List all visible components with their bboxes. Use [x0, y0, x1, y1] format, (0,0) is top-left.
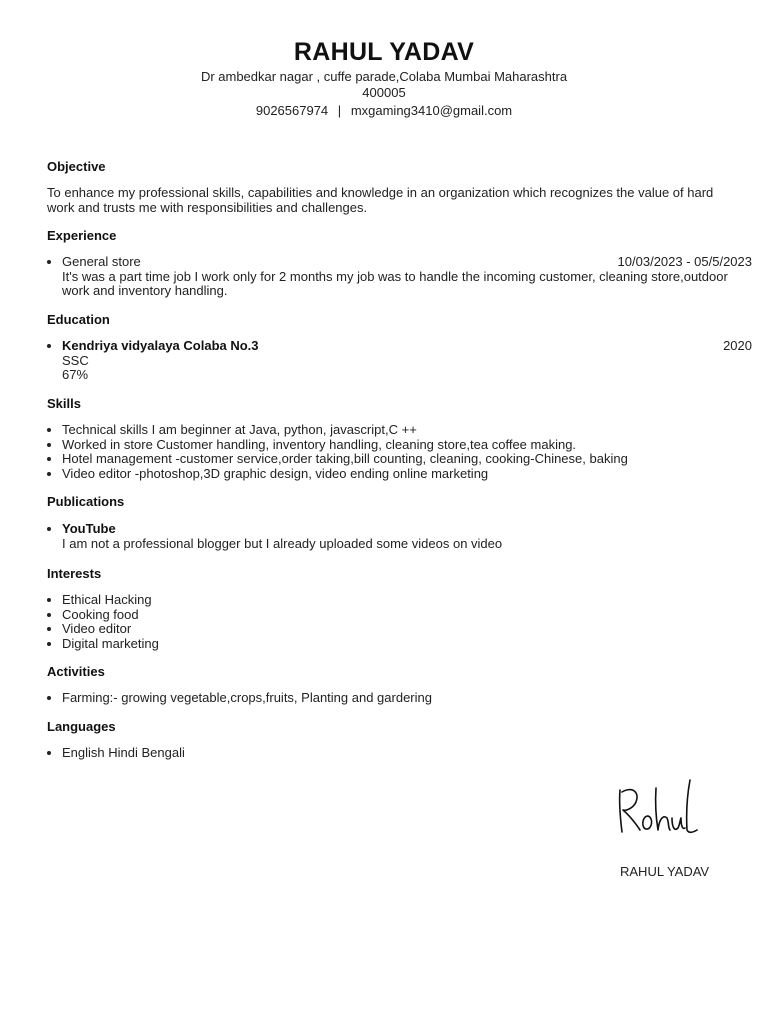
skill-item: • Hotel management -customer service,order taking,bill counting, cleaning, cooking-Chinese, baking [62, 452, 752, 467]
skills-heading: Skills [47, 396, 81, 411]
address-line-2: 400005 [362, 85, 406, 100]
experience-dates: 10/03/2023 - 05/5/2023 [617, 254, 752, 269]
experience-heading: Experience [47, 228, 117, 243]
publication-description: I am not a professional blogger but I already uploaded some videos on video [62, 535, 503, 551]
address-line-1: Dr ambedkar nagar , cuffe parade,Colaba Mumbai Maharashtra [200, 69, 568, 84]
objective-heading: Objective [47, 159, 106, 174]
education-heading: Education [47, 312, 110, 327]
contact-separator: | [337, 103, 342, 118]
experience-list [47, 255, 752, 299]
publications-list [47, 522, 752, 551]
languages-list [47, 746, 752, 761]
education-year: 2020 [723, 338, 752, 353]
signature-name: RAHUL YADAV [620, 864, 710, 879]
skills-list [47, 423, 752, 482]
activity-item: • Farming:- growing vegetable,crops,fruits, Planting and gardering [62, 691, 752, 706]
activities-list [47, 691, 752, 706]
interest-item: • Digital marketing [62, 637, 752, 652]
email-address[interactable]: mxgaming3410@gmail.com [350, 103, 513, 118]
publications-heading: Publications [47, 494, 125, 509]
interest-item: • Video editor [62, 622, 752, 637]
education-item [62, 339, 752, 383]
experience-description: It's was a part time job I work only for 2 months my job was to handle the incoming customer, cleaning store,outdoor work and inventory handling. [62, 268, 728, 299]
contact-line [0, 103, 768, 118]
education-school: • Kendriya vidyalaya Colaba No.3 [62, 338, 259, 353]
interests-heading: Interests [47, 566, 102, 581]
interest-item: • Cooking food [62, 608, 752, 623]
languages-heading: Languages [47, 719, 116, 734]
interest-item: • Ethical Hacking [62, 593, 752, 608]
activities-heading: Activities [47, 664, 105, 679]
experience-company: • General store [62, 254, 141, 269]
handwritten-signature [614, 776, 698, 842]
candidate-name: RAHUL YADAV [293, 38, 475, 66]
education-list [47, 339, 752, 383]
experience-item [62, 255, 752, 299]
language-item: • English Hindi Bengali [62, 746, 752, 761]
objective-text: To enhance my professional skills, capabilities and knowledge in an organization which recognizes the value of hard work and trusts me with responsibilities and challenges. [47, 185, 714, 215]
publication-item [62, 522, 752, 551]
education-score: 67% [62, 367, 89, 383]
skill-item: • Worked in store Customer handling, inventory handling, cleaning store,tea coffee making. [62, 438, 752, 453]
interests-list [47, 593, 752, 652]
publication-name: • YouTube [62, 521, 116, 536]
phone-number: 9026567974 [255, 103, 329, 118]
education-degree: SSC [62, 352, 89, 368]
skill-item: • Technical skills I am beginner at Java, python, javascript,C ++ [62, 423, 752, 438]
skill-item: • Video editor -photoshop,3D graphic design, video ending online marketing [62, 467, 752, 482]
